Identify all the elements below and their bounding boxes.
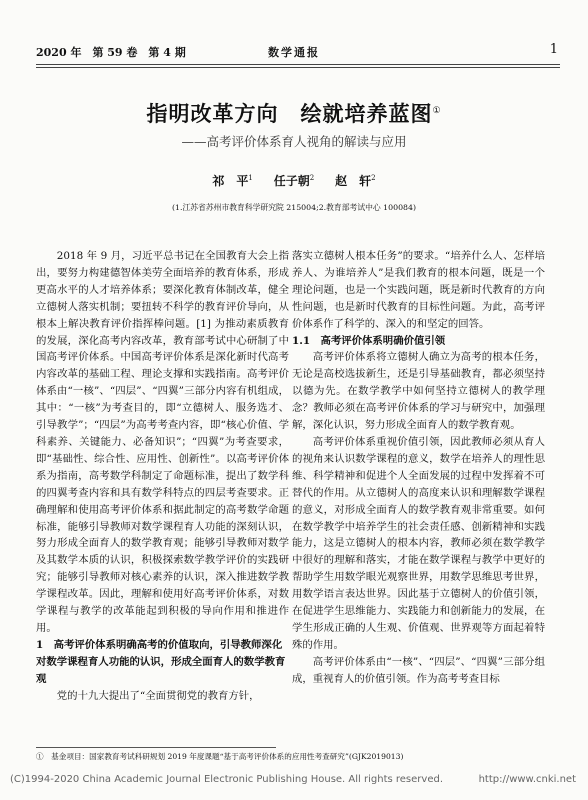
left-column: [36, 248, 289, 704]
author-3-mark: 2: [371, 174, 376, 182]
site-url: http://www.cnki.net: [478, 774, 576, 785]
footnote-rule: [36, 747, 276, 748]
title-main: 指明改革方向 绘就培养蓝图: [146, 101, 433, 126]
title-footnote-mark: ①: [432, 106, 442, 116]
author-2-mark: 2: [309, 174, 315, 182]
paragraph: 高考评价体系由“一核”、“四层”、“四翼”三部分组成，重视育人的价值引领。作为高考考查目标: [292, 655, 545, 685]
footnote: ① 基金项目：国家教育考试科研规划 2019 年度课题“基于高考评价体系的应用性考查研究”(GJK2019013): [36, 752, 404, 761]
author-2: 任子朝: [273, 174, 310, 188]
paragraph: 2018 年 9 月，习近平总书记在全国教育大会上指出，要努力构建德智体美劳全面培养的教育体系，形成更高水平的人才培养体系；要深化教育体制改革，健全立德树人落实机制；要扭转不科学的教育评价导向，从根本上解决教育评价指挥棒问题。[1] 为推动素质教育的发展，深化高考内容改革，教育部考试中心研制了中国高考评价体系。中国高考评价体系是深化新时代高考内容改革的基础工程、理论支撑和实践指南。高考评价体系由“一核”、“四层”、“四翼”三部分内容有机组成，其中：“一核”为考查目的，即“立德树人、服务选才、引导教学”；“四层”为高考考查内容，即“核心价值、学科素养、关键能力、必备知识”；“四翼”为考查要求，即“基础性、综合性、应用性、创新性”。以高考评价体系为指南，高考数学科制定了命题标准，提出了数学科的四翼考查内容和具有数学科特点的四层考查要求。正确理解和使用高考评价体系和据此制定的高考数学命题标准，能够引导教师对数学课程育人功能的深刻认识，努力形成全面育人的数学教育观；能够引导教师对数学及其数学本质的认识，积极探索数学教学评价的实践研究；能够引导教师对核心素养的认识，深入推进数学教学课程改革。因此，理解和使用好高考评价体系，对数学课程与教学的改革能起到积极的导向作用和推进作用。: [36, 250, 289, 634]
section-heading: 1.1 高考评价体系明确价值引领: [292, 334, 446, 347]
header-rule-top: [36, 64, 560, 65]
journal-issue: 2020 年 第 59 卷 第 4 期: [36, 46, 186, 59]
article-subtitle: ——高考评价体系育人视角的解读与应用: [181, 134, 407, 149]
author-affiliation: (1.江苏省苏州市教育科学研究院 215004;2.教育部考试中心 100084): [171, 203, 416, 212]
article-title: [0, 98, 588, 128]
paragraph: 高考评价体系重视价值引领，因此教师必须从育人的视角来认识数学课程的意义，数学在培养人的理性思维、科学精神和促进个人全面发展的过程中发挥着不可替代的作用。从立德树人的高度来认识和理解数学课程的意义，对形成全面育人的数学教育观非常重要。如何在数学教学中培养学生的社会责任感、创新精神和实践能力，这是立德树人的根本内容，教师必须在数学教学中很好的理解和落实，才能在数学课程与教学中更好的帮助学生用数学眼光观察世界，用数学思维思考世界，用数学语言表达世界。因此基于立德树人的价值引领，在促进学生思维能力、实践能力和创新能力的发展，在学生形成正确的人生观、价值观、世界观等方面起着特殊的作用。: [292, 435, 545, 651]
author-3: 赵 轩: [335, 174, 372, 188]
author-1-mark: 1: [248, 174, 253, 182]
paragraph: 党的十九大提出了“全面贯彻党的教育方针，: [56, 689, 260, 702]
journal-name: 数学通报: [268, 46, 320, 59]
right-column: [292, 248, 545, 688]
paragraph: 落实立德树人根本任务”的要求。“培养什么人、怎样培养人、为谁培养人”是我们教育的根本问题，既是一个理论问题，也是一个实践问题，既是新时代教育的方向性问题，也是新时代教育的目标性问题。为此，高考评价体系作了科学的、深入的和坚定的回答。: [292, 250, 545, 330]
paragraph: 高考评价体系将立德树人确立为高考的根本任务，无论是高校选拔新生，还是引导基础教育，都必须坚持以德为先。在数学教学中如何坚持立德树人的教学理念？教师必须在高考评价体系的学习与研究中，加强理解，深化认识，努力形成全面育人的数学教育观。: [292, 351, 545, 432]
header-rule-bottom: [36, 67, 560, 68]
copyright-notice: (C)1994-2020 China Academic Journal Electronic Publishing House. All rights reserved.: [10, 774, 443, 785]
author-line: [0, 172, 588, 189]
section-heading: 1 高考评价体系明确高考的价值取向，引导教师深化对数学课程育人功能的认识，形成全面育人的数学教育观: [36, 638, 286, 685]
page-number: 1: [549, 42, 558, 57]
author-1: 祁 平: [212, 174, 249, 188]
